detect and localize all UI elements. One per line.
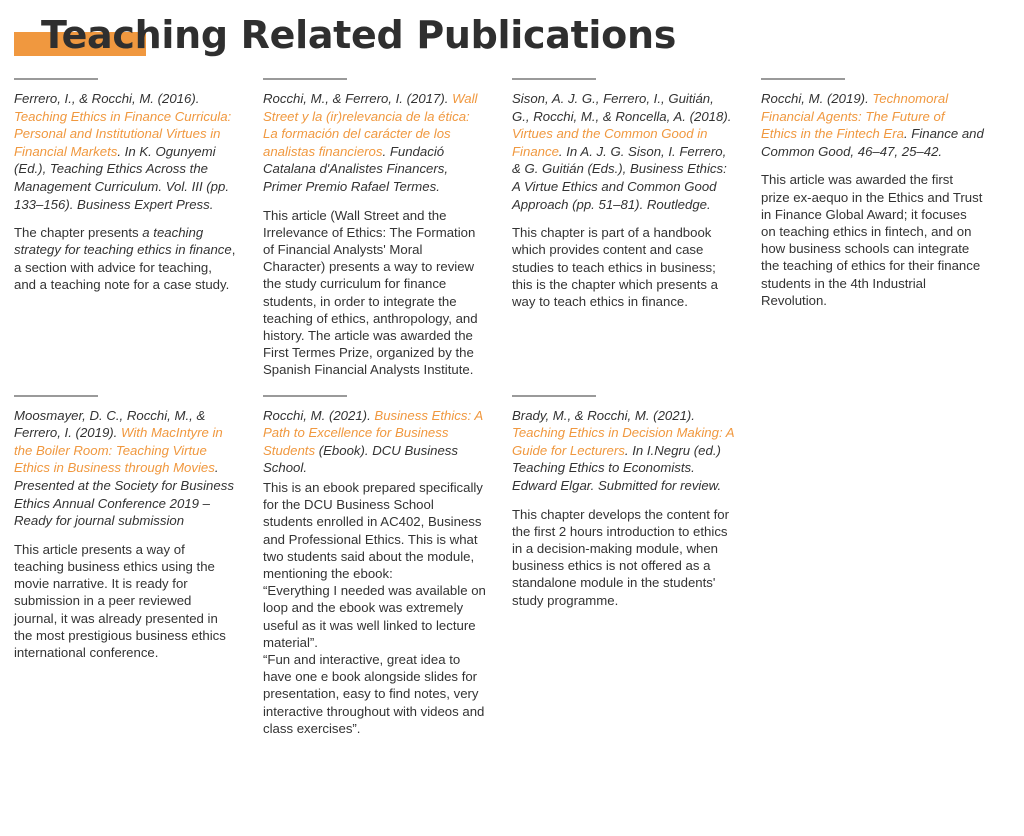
entry-divider bbox=[263, 395, 347, 397]
publication-entry bbox=[512, 78, 735, 310]
citation-text: Rocchi, M., & Ferrero, I. (2017). bbox=[263, 91, 453, 106]
entry-description bbox=[512, 224, 735, 310]
note-text: This is an ebook prepared specifically for the DCU Business School students enrolled in AC402, Business and Professional Ethics. This is what two students said about the module, mentioning the ebook: bbox=[263, 479, 483, 581]
citation-title: Teaching Ethics in Finance Curricula: Personal and Institutional Virtues in Financial Markets bbox=[14, 108, 232, 159]
citation-text: . In K. Ogunyemi (Ed.), Teaching Ethics Across the Management Curriculum. Vol. III (pp. 133–156). Business Expert Press. bbox=[14, 143, 229, 212]
entry-description bbox=[512, 506, 735, 609]
note-text: This chapter develops the content for the first 2 hours introduction to ethics in a decision-making module, when business ethics is not offered as a standalone module in the students' study programme. bbox=[512, 506, 729, 608]
entry-citation bbox=[14, 90, 237, 213]
column-4 bbox=[761, 78, 1010, 309]
column-2-bottom bbox=[263, 395, 512, 737]
entry-divider bbox=[512, 395, 596, 397]
column-1-bottom bbox=[14, 395, 263, 662]
title-block bbox=[14, 0, 1010, 78]
publication-entry bbox=[761, 78, 984, 309]
note-text: This article (Wall Street and the Irrelevance of Ethics: The Formation of Financial Analysts' Moral Character) presents a way to review the study curriculum for finance students, in order to integrate the teaching of ethics, anthropology, and history. The article was awarded the First Termes Prize, organized by the Spanish Financial Analysts Institute. bbox=[263, 207, 478, 378]
entry-citation bbox=[263, 90, 486, 196]
citation-title: Business Ethics: A Path to Excellence for Business Students bbox=[263, 407, 483, 458]
entry-citation bbox=[512, 90, 735, 213]
publication-entry bbox=[263, 78, 486, 379]
entry-citation bbox=[14, 407, 237, 530]
citation-text: (Ebook). DCU Business School. bbox=[263, 442, 458, 476]
entry-divider bbox=[761, 78, 845, 80]
citation-text: Ferrero, I., & Rocchi, M. (2016). bbox=[14, 91, 200, 106]
entry-divider bbox=[263, 78, 347, 80]
publications-row-top bbox=[14, 78, 1010, 379]
note-text: This chapter is part of a handbook which provides content and case studies to teach ethics in business; this is the chapter which presents a way to teach ethics in finance. bbox=[512, 225, 718, 309]
citation-title: Technomoral Financial Agents: The Future of Ethics in the Fintech Era bbox=[761, 91, 949, 142]
publications-row-bottom bbox=[14, 395, 1010, 737]
entry-citation bbox=[761, 90, 984, 160]
note-text: a teaching strategy for teaching ethics in finance bbox=[14, 225, 232, 258]
publication-entry bbox=[263, 395, 486, 737]
citation-title: With MacIntyre in the Boiler Room: Teaching Virtue Ethics in Business through Movies bbox=[14, 425, 223, 476]
entry-divider bbox=[14, 78, 98, 80]
entry-description bbox=[14, 541, 237, 661]
column-2 bbox=[263, 78, 512, 379]
note-text: “Fun and interactive, great idea to have one e book alongside slides for presentation, easy to find notes, very interactive throughout with videos and class exercises”. bbox=[263, 652, 485, 736]
page-title: Teaching Related Publications bbox=[41, 13, 677, 57]
citation-text: . In A. J. G. Sison, I. Ferrero, & G. Guitián (Eds.), Business Ethics: A Virtue Ethics and Common Good Approach (pp. 51–81). Routledge. bbox=[512, 143, 727, 212]
entry-divider bbox=[14, 395, 98, 397]
citation-title: Teaching Ethics in Decision Making: A Guide for Lecturers bbox=[512, 425, 735, 458]
entry-citation bbox=[263, 407, 486, 477]
citation-text: Sison, A. J. G., Ferrero, I., Guitián, G., Rocchi, M., & Roncella, A. (2018). bbox=[512, 91, 732, 124]
entry-description bbox=[263, 207, 486, 379]
note-text: The chapter presents bbox=[14, 225, 143, 241]
citation-text: . In I.Negru (ed.) Teaching Ethics to Economists. Edward Elgar. Submitted for review. bbox=[512, 442, 722, 493]
citation-text: . Fundació Catalana d'Analistes Financers, Primer Premio Rafael Termes. bbox=[263, 143, 449, 194]
citation-text: . Presented at the Society for Business Ethics Annual Conference 2019 – Ready for journal submission bbox=[14, 460, 234, 529]
publication-entry bbox=[512, 395, 735, 609]
note-text: “Everything I needed was available on loop and the ebook was extremely useful as it was well linked to lecture material”. bbox=[263, 583, 486, 650]
note-text: This article presents a way of teaching business ethics using the movie narrative. It is ready for submission in a peer reviewed journal, it was already presented in the most prestigious business ethics international conference. bbox=[14, 541, 226, 660]
citation-text: . Finance and Common Good, 46–47, 25–42. bbox=[761, 126, 984, 159]
note-text: , a section with advice for teaching, and a teaching note for a case study. bbox=[14, 242, 236, 292]
entry-description bbox=[761, 171, 984, 309]
citation-title: Virtues and the Common Good in Finance bbox=[512, 126, 708, 159]
citation-text: Rocchi, M. (2019). bbox=[761, 91, 873, 106]
citation-text: Moosmayer, D. C., Rocchi, M., & Ferrero, I. (2019). bbox=[14, 407, 206, 441]
entry-citation bbox=[512, 407, 735, 495]
entry-divider bbox=[512, 78, 596, 80]
citation-text: Brady, M., & Rocchi, M. (2021). bbox=[512, 407, 695, 423]
citation-text: Rocchi, M. (2021). bbox=[263, 407, 375, 423]
publication-entry bbox=[14, 78, 237, 293]
column-3 bbox=[512, 78, 761, 310]
publication-entry bbox=[14, 395, 237, 662]
column-1 bbox=[14, 78, 263, 293]
citation-title: Wall Street y la (ir)relevancia de la ética: La formación del carácter de los analistas financieros bbox=[263, 91, 478, 159]
entry-description bbox=[14, 224, 237, 293]
entry-description bbox=[263, 479, 486, 737]
note-text: This article was awarded the first prize ex-aequo in the Ethics and Trust in Finance Global Award; it focuses on teaching ethics in fintech, and on how business schools can integrate the teaching of ethics for their finance students in the 4th Industrial Revolution. bbox=[761, 172, 983, 308]
column-3-bottom bbox=[512, 395, 761, 609]
